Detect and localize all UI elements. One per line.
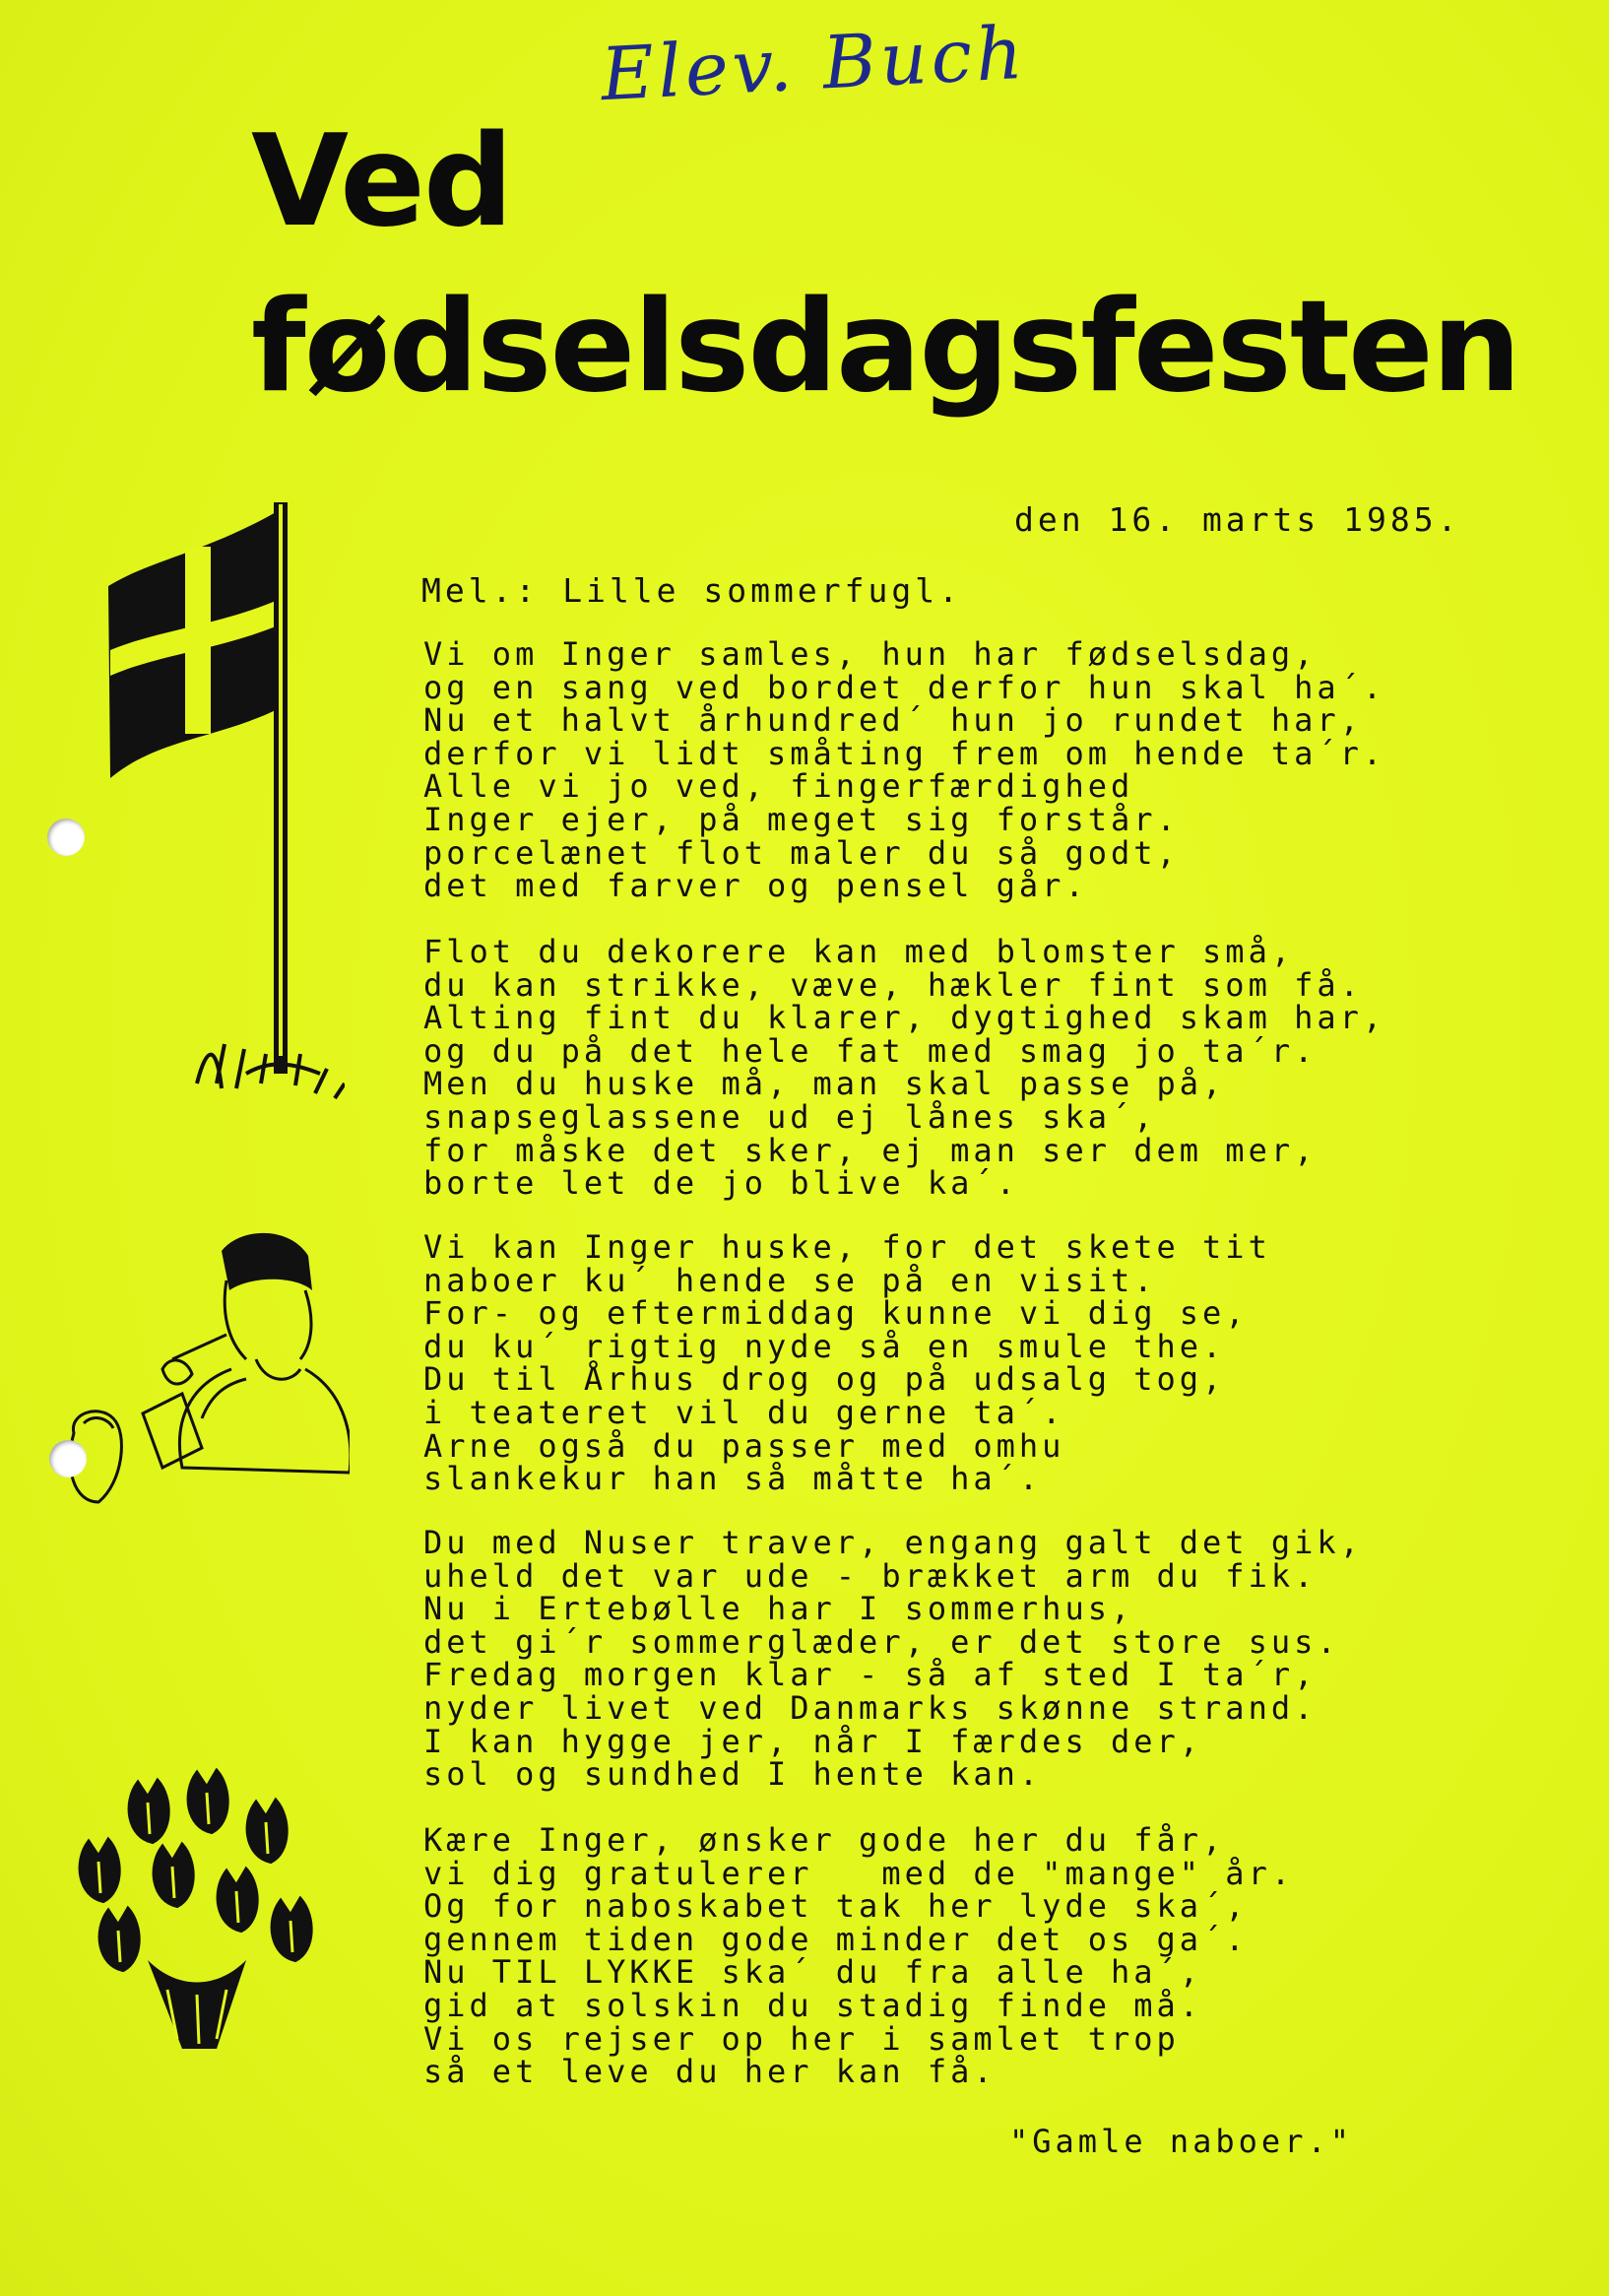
verse-line: Nu i Ertebølle har I sommerhus,: [423, 1590, 1134, 1628]
verse-line: du kan strikke, væve, hækler fint som få.: [423, 965, 1363, 1004]
verse-line: Men du huske må, man skal passe på,: [423, 1065, 1226, 1103]
verse-line: derfor vi lidt småting frem om hende ta´r.: [423, 734, 1386, 772]
verse-line: gid at solskin du stadig finde må.: [423, 1986, 1203, 2024]
verse-4: [423, 1524, 1363, 1794]
punch-hole: [49, 1440, 87, 1477]
flag-on-pole-icon: [98, 492, 345, 1133]
verse-line: porcelænet flot maler du så godt,: [423, 833, 1180, 872]
signature: "Gamle naboer.": [1009, 2123, 1353, 2160]
verse-1: [423, 635, 1386, 905]
verse-line: Kære Inger, ønsker gode her du får,: [423, 1821, 1226, 1859]
woman-painting-porcelain-icon: [54, 1221, 350, 1507]
verse-line: Vi os rejser op her i samlet trop: [423, 2019, 1180, 2058]
verse-line: Alle vi jo ved, fingerfærdighed: [423, 767, 1134, 806]
verse-line: Vi kan Inger huske, for det skete tit: [423, 1228, 1271, 1266]
tulip-bouquet-icon: [69, 1763, 315, 2059]
verse-2: [423, 933, 1386, 1203]
verse-line: gennem tiden gode minder det os ga´.: [423, 1920, 1249, 1958]
verse-line: slankekur han så måtte ha´.: [423, 1460, 1043, 1498]
verse-line: du ku´ rigtig nyde så en smule the.: [423, 1327, 1226, 1365]
verse-line: Nu TIL LYKKE ska´ du fra alle ha´,: [423, 1953, 1203, 1992]
verse-line: vi dig gratulerer med de "mange" år.: [423, 1854, 1295, 1892]
date: den 16. marts 1985.: [1014, 500, 1461, 539]
verse-line: og en sang ved bordet derfor hun skal ha´.: [423, 668, 1386, 706]
melody-note: Mel.: Lille sommerfugl.: [421, 571, 962, 610]
verse-3: [423, 1228, 1271, 1498]
verse-line: og du på det hele fat med smag jo ta´r.: [423, 1031, 1318, 1070]
verse-line: Inger ejer, på meget sig forstår.: [423, 800, 1180, 838]
verse-line: Fredag morgen klar - så af sted I ta´r,: [423, 1656, 1318, 1694]
verse-line: Nu et halvt århundred´ hun jo rundet har,: [423, 701, 1363, 740]
verse-line: det med farver og pensel går.: [423, 867, 1088, 905]
verse-line: Flot du dekorere kan med blomster små,: [423, 933, 1295, 970]
verse-line: borte let de jo blive ka´.: [423, 1164, 1019, 1203]
title-line-1: Ved: [251, 108, 512, 255]
verse-line: det gi´r sommerglæder, er det store sus.: [423, 1622, 1340, 1661]
title-line-2: fødselsdagsfesten: [251, 274, 1519, 421]
verse-line: Arne også du passer med omhu: [423, 1426, 1065, 1465]
verse-line: så et leve du her kan få.: [423, 2053, 997, 2091]
verse-line: Du til Århus drog og på udsalg tog,: [423, 1360, 1226, 1399]
verse-line: I kan hygge jer, når I færdes der,: [423, 1722, 1203, 1760]
verse-line: Alting fint du klarer, dygtighed skam har,: [423, 999, 1386, 1037]
verse-line: Du med Nuser traver, engang galt det gik,: [423, 1524, 1363, 1561]
verse-5: [423, 1821, 1295, 2091]
handwritten-note: Elev. Buch: [599, 10, 1029, 118]
verse-line: for måske det sker, ej man ser dem mer,: [423, 1131, 1318, 1169]
verse-line: For- og eftermiddag kunne vi dig se,: [423, 1294, 1249, 1333]
verse-line: snapseglassene ud ej lånes ska´,: [423, 1097, 1157, 1136]
verse-line: sol og sundhed I hente kan.: [423, 1755, 1043, 1794]
verse-line: uheld det var ude - brækket arm du fik.: [423, 1556, 1318, 1595]
verse-line: nyder livet ved Danmarks skønne strand.: [423, 1688, 1318, 1727]
verse-line: Vi om Inger samles, hun har fødselsdag,: [423, 635, 1318, 673]
verse-line: i teateret vil du gerne ta´.: [423, 1393, 1065, 1431]
verse-line: Og for naboskabet tak her lyde ska´,: [423, 1887, 1249, 1926]
punch-hole: [47, 819, 85, 856]
verse-line: naboer ku´ hende se på en visit.: [423, 1261, 1157, 1299]
